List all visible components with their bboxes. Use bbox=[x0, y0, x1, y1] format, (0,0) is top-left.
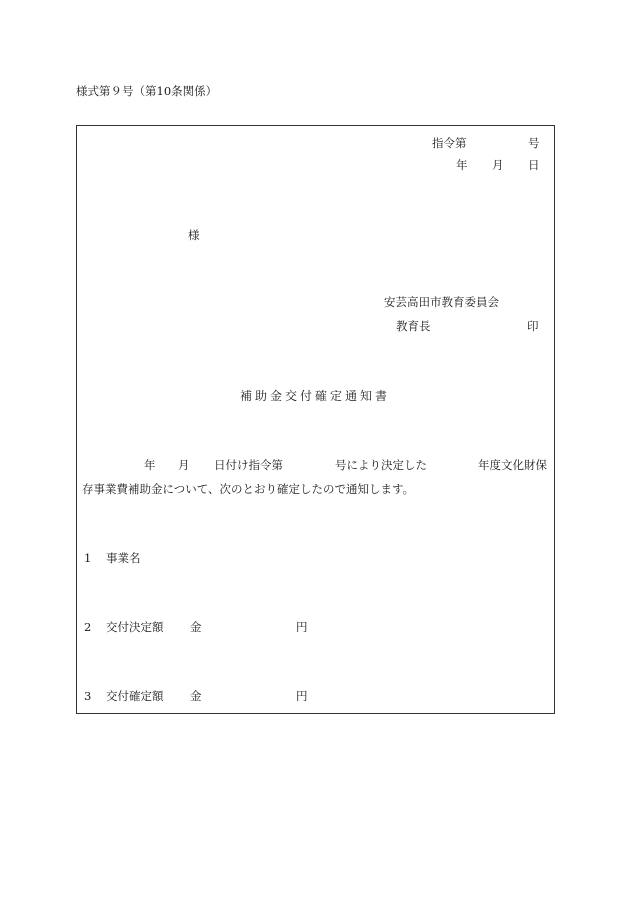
form-number-label: 様式第９号（第10条関係） bbox=[76, 84, 218, 98]
body-month: 月 bbox=[178, 458, 190, 472]
directive-suffix: 号 bbox=[528, 136, 540, 150]
body-project-year: 年度文化財保 bbox=[478, 458, 547, 472]
directive-prefix: 指令第 bbox=[432, 136, 467, 150]
amount-suffix: 円 bbox=[296, 620, 308, 634]
amount-prefix: 金 bbox=[190, 689, 202, 703]
body-line-2: 存事業費補助金について、次のとおり確定したので通知します。 bbox=[82, 482, 415, 496]
document-title: 補助金交付確定通知書 bbox=[240, 389, 391, 403]
amount-prefix: 金 bbox=[190, 620, 202, 634]
issuer-title: 教育長 bbox=[396, 319, 431, 333]
issuer-organization: 安芸高田市教育委員会 bbox=[384, 295, 499, 309]
date-day: 日 bbox=[528, 158, 540, 172]
body-year: 年 bbox=[144, 458, 156, 472]
item-label: 交付決定額 bbox=[106, 620, 164, 634]
date-month: 月 bbox=[492, 158, 504, 172]
item-number: 2 bbox=[84, 620, 92, 634]
body-dated-directive: 日付け指令第 bbox=[214, 458, 283, 472]
amount-suffix: 円 bbox=[296, 689, 308, 703]
issuer-seal: 印 bbox=[527, 319, 539, 333]
item-number: 3 bbox=[84, 689, 92, 703]
item-label: 交付確定額 bbox=[106, 689, 164, 703]
recipient-honorific: 様 bbox=[188, 228, 200, 242]
date-year: 年 bbox=[456, 158, 468, 172]
item-label: 事業名 bbox=[106, 551, 141, 565]
body-decided: 号により決定した bbox=[335, 458, 427, 472]
item-number: 1 bbox=[84, 551, 92, 565]
